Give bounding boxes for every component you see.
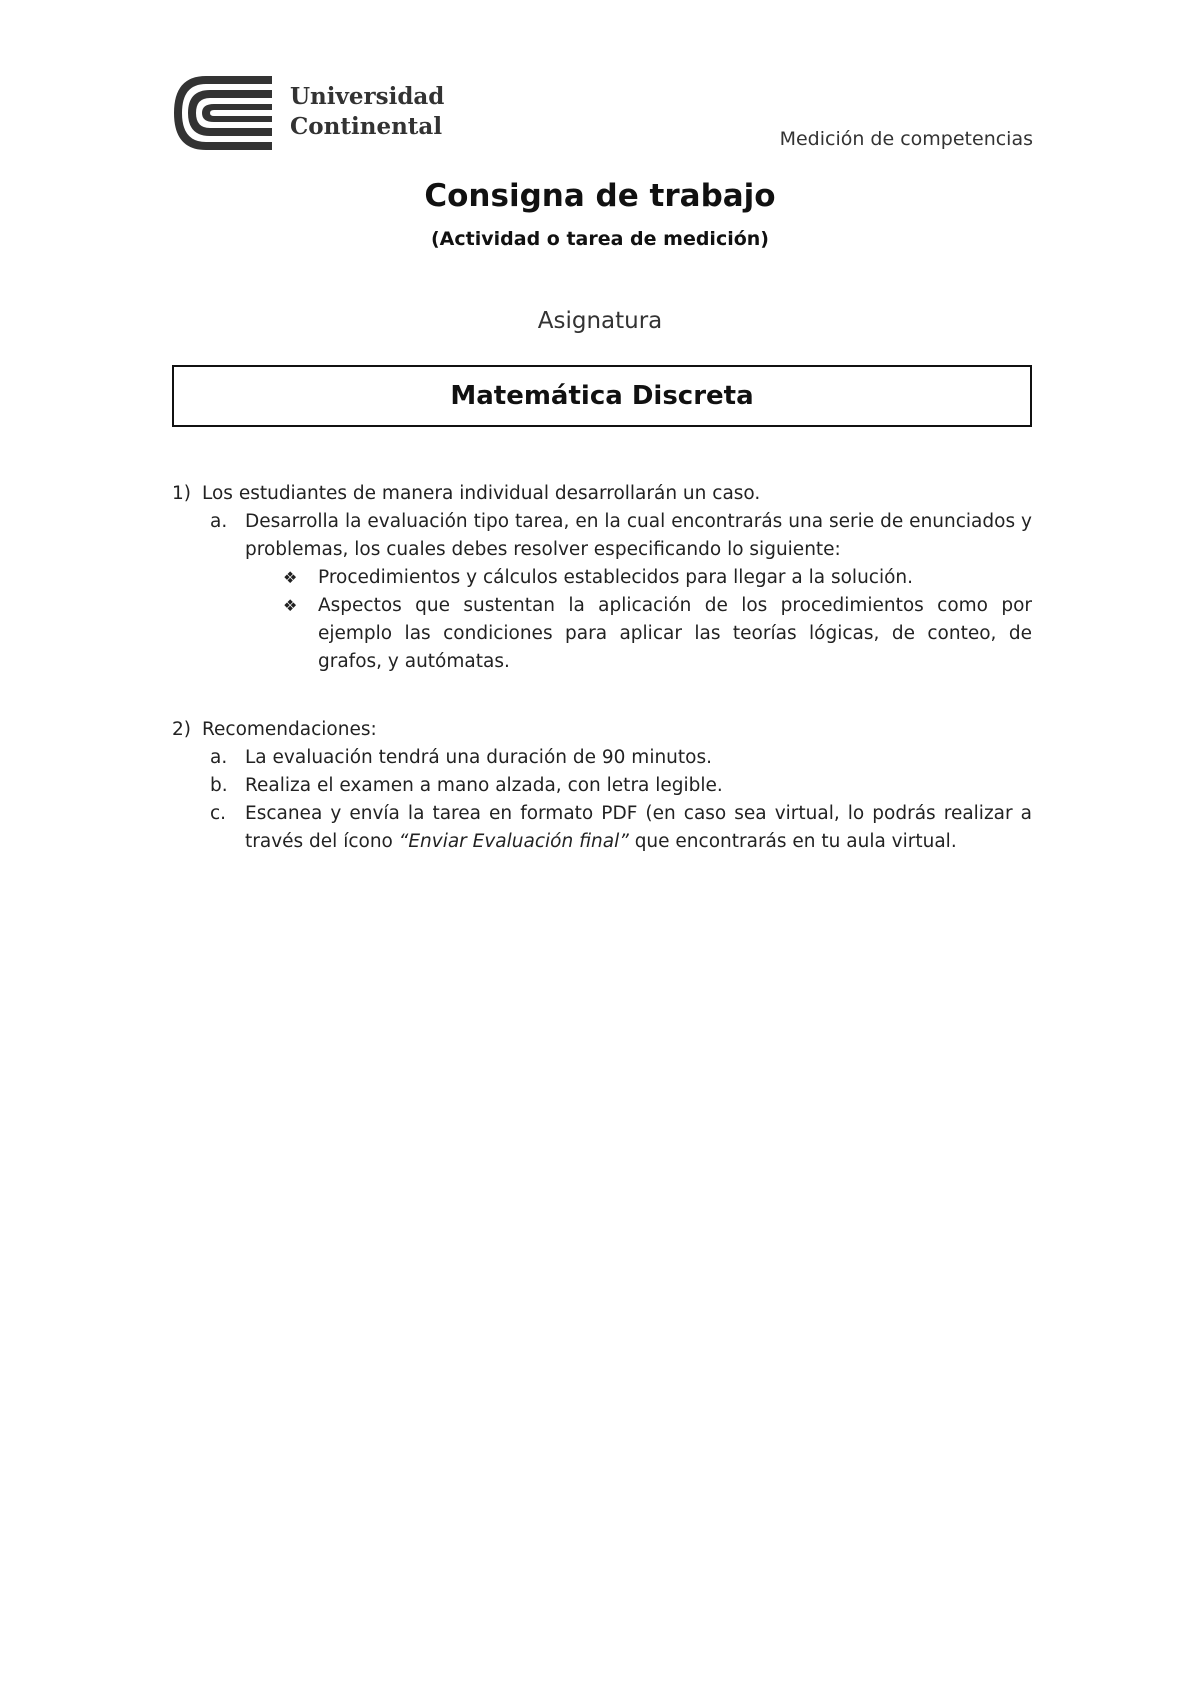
bullet-text: Procedimientos y cálculos establecidos para llegar a la solución.	[318, 567, 914, 588]
subitem-text: La evaluación tendrá una duración de 90 minutos.	[245, 747, 712, 768]
bullet-item	[172, 564, 1032, 592]
subitem-marker: c.	[210, 803, 227, 824]
subject-name-box	[172, 365, 1032, 427]
diamond-bullet-icon: ❖	[283, 568, 298, 587]
bullet-item	[172, 592, 1032, 676]
subitem-marker: b.	[210, 775, 228, 796]
item-text: Los estudiantes de manera individual desarrollarán un caso.	[202, 483, 761, 504]
instruction-item-1	[172, 480, 1032, 508]
instructions	[172, 480, 1032, 856]
subitem-marker: a.	[210, 747, 228, 768]
icon-name-text: “Enviar Evaluación final”	[398, 831, 629, 852]
university-name	[290, 82, 444, 142]
subitem-text-part: Escanea y envía la tarea en formato PDF (en caso sea virtual, lo podrás realizar a través del ícono	[245, 803, 1032, 852]
item-number: 1)	[172, 483, 191, 504]
university-logo	[172, 74, 445, 154]
instruction-subitem-2b	[172, 772, 1032, 800]
header-section-label: Medición de competencias	[779, 128, 1033, 150]
instruction-subitem-2c	[172, 800, 1032, 856]
bullet-text: Aspectos que sustentan la aplicación de los procedimientos como por ejemplo las condiciones para aplicar las teorías lógicas, de conteo, de grafos, y autómatas.	[318, 595, 1032, 672]
university-name-line2: Continental	[290, 113, 443, 140]
subitem-text: Desarrolla la evaluación tipo tarea, en la cual encontrarás una serie de enunciados y problemas, los cuales debes resolver especificando lo siguiente:	[245, 511, 1032, 560]
university-emblem-icon	[172, 74, 282, 152]
item-number: 2)	[172, 719, 191, 740]
subitem-marker: a.	[210, 511, 228, 532]
subitem-text	[172, 800, 1032, 856]
page-title: Consigna de trabajo	[424, 178, 776, 214]
subitem-text-part: que encontrarás en tu aula virtual.	[628, 831, 957, 852]
instruction-subitem-2a	[172, 744, 1032, 772]
subitem-text: Realiza el examen a mano alzada, con letra legible.	[245, 775, 723, 796]
item-text: Recomendaciones:	[202, 719, 377, 740]
page-subtitle: (Actividad o tarea de medición)	[431, 228, 769, 250]
instruction-item-2	[172, 716, 1032, 744]
diamond-bullet-icon: ❖	[283, 596, 298, 615]
university-name-line1: Universidad	[290, 83, 445, 110]
instruction-subitem-1a	[172, 508, 1032, 564]
subject-label: Asignatura	[537, 308, 663, 334]
subject-name: Matemática Discreta	[450, 381, 754, 411]
